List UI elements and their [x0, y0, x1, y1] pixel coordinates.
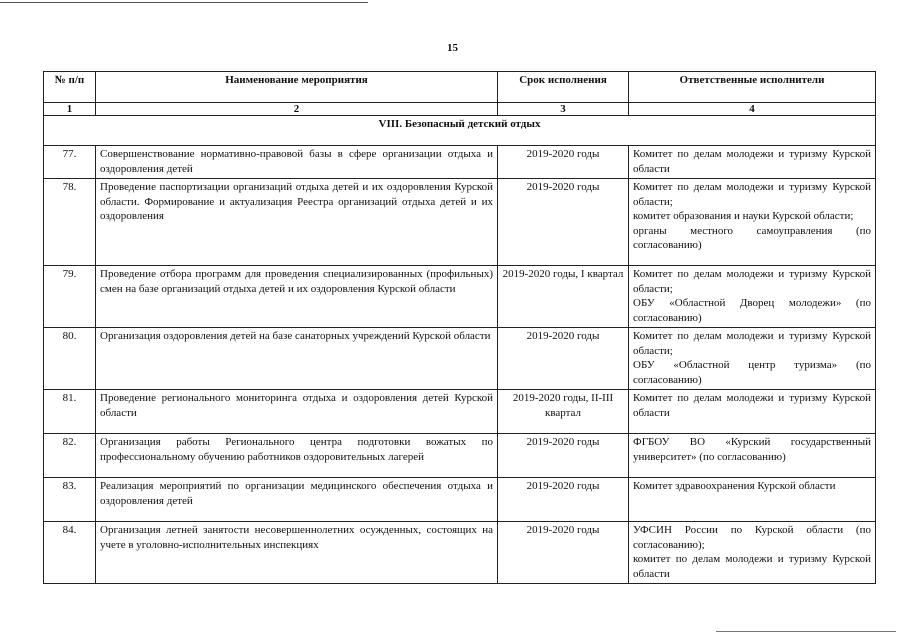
responsible-entry: Комитет по делам молодежи и туризму Курской области;: [633, 330, 871, 357]
responsible-entry: комитет по делам молодежи и туризму Курской области: [633, 553, 871, 580]
table-header-row: [44, 72, 876, 103]
event-term: 2019-2020 годы: [498, 434, 629, 478]
event-responsible: [629, 179, 876, 266]
row-number: 78.: [44, 179, 96, 266]
events-table: [43, 71, 876, 584]
event-term: 2019-2020 годы, II-III квартал: [498, 390, 629, 434]
responsible-entry: Комитет по делам молодежи и туризму Курской области: [633, 392, 871, 419]
column-number: 1: [44, 103, 96, 116]
page-number: 15: [447, 42, 458, 54]
responsible-entry: ФГБОУ ВО «Курский государственный университет» (по согласованию): [633, 436, 871, 463]
event-term: 2019-2020 годы: [498, 146, 629, 179]
event-name: Проведение отбора программ для проведения специализированных (профильных) смен на базе организаций отдыха детей и их оздоровления Курской области: [96, 266, 498, 328]
column-number: 3: [498, 103, 629, 116]
header-name: Наименование мероприятия: [96, 72, 498, 103]
column-number: 4: [629, 103, 876, 116]
responsible-entry: органы местного самоуправления (по согласованию): [633, 224, 871, 251]
table-row: [44, 328, 876, 390]
responsible-entry: Комитет по делам молодежи и туризму Курской области: [633, 148, 871, 175]
event-responsible: [629, 328, 876, 390]
column-numbers-row: [44, 103, 876, 116]
responsible-entry: Комитет по делам молодежи и туризму Курской области;: [633, 268, 871, 295]
event-term: 2019-2020 годы: [498, 478, 629, 522]
event-name: Реализация мероприятий по организации медицинского обеспечения отдыха и оздоровления детей: [96, 478, 498, 522]
responsible-entry: Комитет здравоохранения Курской области: [633, 480, 836, 492]
table-row: [44, 522, 876, 584]
header-num: № п/п: [44, 72, 96, 103]
table-row: [44, 390, 876, 434]
event-responsible: [629, 390, 876, 434]
event-name: Совершенствование нормативно-правовой базы в сфере организации отдыха и оздоровления детей: [96, 146, 498, 179]
row-number: 82.: [44, 434, 96, 478]
header-resp: Ответственные исполнители: [629, 72, 876, 103]
table-row: [44, 478, 876, 522]
row-number: 81.: [44, 390, 96, 434]
event-responsible: [629, 266, 876, 328]
event-name: Проведение паспортизации организаций отдыха детей и их оздоровления Курской области. Формирование и актуализация Реестра организаций отдыха детей и их оздоровления: [96, 179, 498, 266]
event-term: 2019-2020 годы: [498, 328, 629, 390]
event-name: Организация работы Регионального центра подготовки вожатых по профессиональному обучению работников оздоровительных лагерей: [96, 434, 498, 478]
top-rule: [0, 2, 368, 3]
event-name: Организация летней занятости несовершеннолетних осужденных, состоящих на учете в уголовно-исполнительных инспекциях: [96, 522, 498, 584]
row-number: 79.: [44, 266, 96, 328]
section-row: [44, 116, 876, 146]
responsible-entry: ОБУ «Областной Дворец молодежи» (по согласованию): [633, 297, 871, 324]
bottom-rule: [716, 631, 896, 632]
row-number: 77.: [44, 146, 96, 179]
table-row: [44, 146, 876, 179]
event-term: 2019-2020 годы, I квартал: [498, 266, 629, 328]
table-row: [44, 266, 876, 328]
responsible-entry: Комитет по делам молодежи и туризму Курской области;: [633, 181, 871, 208]
row-number: 80.: [44, 328, 96, 390]
table-body: [44, 146, 876, 584]
header-term: Срок исполнения: [498, 72, 629, 103]
table-row: [44, 179, 876, 266]
event-responsible: [629, 434, 876, 478]
table-row: [44, 434, 876, 478]
event-name: Проведение регионального мониторинга отдыха и оздоровления детей Курской области: [96, 390, 498, 434]
event-responsible: [629, 478, 876, 522]
event-term: 2019-2020 годы: [498, 179, 629, 266]
column-number: 2: [96, 103, 498, 116]
responsible-entry: УФСИН России по Курской области (по согласованию);: [633, 524, 871, 551]
event-term: 2019-2020 годы: [498, 522, 629, 584]
section-title: VIII. Безопасный детский отдых: [44, 116, 876, 146]
event-responsible: [629, 146, 876, 179]
row-number: 83.: [44, 478, 96, 522]
responsible-entry: ОБУ «Областной центр туризма» (по согласованию): [633, 359, 871, 386]
event-name: Организация оздоровления детей на базе санаторных учреждений Курской области: [96, 328, 498, 390]
responsible-entry: комитет образования и науки Курской области;: [633, 210, 854, 222]
event-responsible: [629, 522, 876, 584]
row-number: 84.: [44, 522, 96, 584]
